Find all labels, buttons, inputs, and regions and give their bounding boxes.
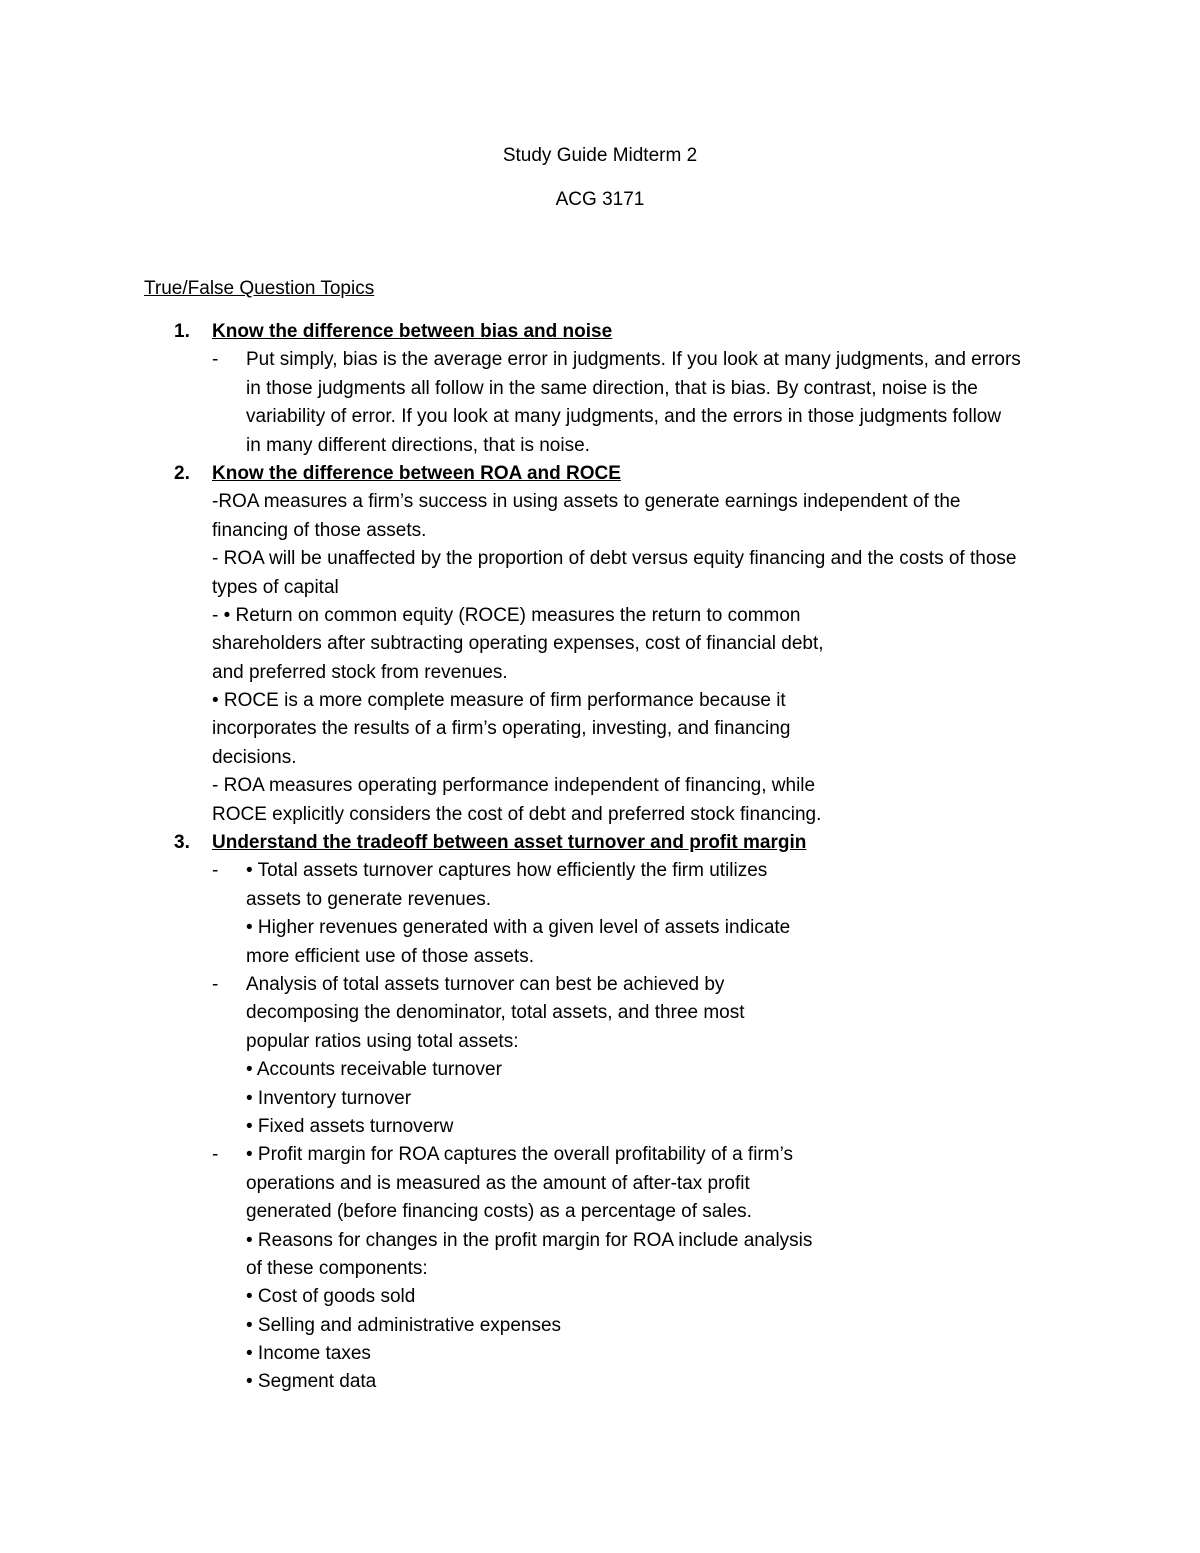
topic-heading: Understand the tradeoff between asset turnover and profit margin [212,832,807,854]
topic-text: in many different directions, that is noise. [246,434,590,456]
topic-line [0,801,1200,829]
topic-text: popular ratios using total assets: [246,1030,519,1052]
topic-text: • ROCE is a more complete measure of firm performance because it [212,690,786,712]
topic-line [0,517,1200,545]
course-code: ACG 3171 [555,189,645,210]
topic-line [0,375,1200,403]
topic-line [0,1056,1200,1084]
topic-line [0,886,1200,914]
topic-line [0,1227,1200,1255]
topic-line [0,1198,1200,1226]
topic-text: Put simply, bias is the average error in judgments. If you look at many judgments, and errors [246,349,1021,371]
topic-line [0,772,1200,800]
topic-line [0,1113,1200,1141]
topic-line [0,1085,1200,1113]
topic-line [0,630,1200,658]
topic-line [0,659,1200,687]
dash-marker: - [212,860,219,882]
topic-text: assets to generate revenues. [246,888,492,910]
topic-line [0,1255,1200,1283]
topic-line [0,1141,1200,1169]
topic-text: types of capital [212,576,339,598]
topic-text: • Profit margin for ROA captures the overall profitability of a firm’s [246,1144,793,1166]
topic-line [0,943,1200,971]
topic-text: • Income taxes [246,1343,371,1365]
topic-text: -ROA measures a firm’s success in using assets to generate earnings independent of the [212,491,961,513]
topic-line [0,432,1200,460]
topic-number: 3. [174,832,190,854]
topic-line [0,914,1200,942]
topic-number: 2. [174,462,190,484]
topic-text: • Segment data [246,1371,377,1393]
topic-text: - ROA will be unaffected by the proportion of debt versus equity financing and the costs of those [212,548,1017,570]
topic-line [0,403,1200,431]
topic-line [0,1368,1200,1396]
topic-text: generated (before financing costs) as a percentage of sales. [246,1201,752,1223]
topic-text: shareholders after subtracting operating expenses, cost of financial debt, [212,633,824,655]
topic-heading-row [0,829,1200,857]
topic-heading: Know the difference between bias and noise [212,321,613,342]
topic-text: incorporates the results of a firm’s operating, investing, and financing [212,718,791,740]
topic-heading: Know the difference between ROA and ROCE [212,462,621,484]
topic-text: decomposing the denominator, total assets, and three most [246,1002,745,1024]
topic-heading-row [0,318,1200,346]
topic-line [0,488,1200,516]
topic-text: and preferred stock from revenues. [212,661,508,683]
topic-text: financing of those assets. [212,519,427,541]
topic-line [0,999,1200,1027]
topic-line [0,545,1200,573]
topic-number: 1. [174,321,190,342]
topic-text: • Selling and administrative expenses [246,1314,562,1336]
topic-line [0,1170,1200,1198]
topic-text: ROCE explicitly considers the cost of debt and preferred stock financing. [212,803,822,825]
topic-text: • Higher revenues generated with a given level of assets indicate [246,917,791,939]
topic-text: in those judgments all follow in the same direction, that is bias. By contrast, noise is the [246,377,978,399]
topic-text: • Reasons for changes in the profit margin for ROA include analysis [246,1229,813,1251]
topic-line [0,1283,1200,1311]
topic-text: • Fixed assets turnoverw [246,1115,454,1137]
topic-text: • Total assets turnover captures how efficiently the firm utilizes [246,860,768,882]
topic-text: of these components: [246,1257,428,1279]
topic-line [0,574,1200,602]
document-title: Study Guide Midterm 2 [502,145,698,166]
topic-line [0,857,1200,885]
dash-marker: - [212,1144,219,1166]
topic-text: • Accounts receivable turnover [246,1059,502,1081]
topic-line [0,1028,1200,1056]
dash-marker: - [212,349,219,371]
topic-line [0,1312,1200,1340]
topic-line [0,687,1200,715]
topic-text: • Cost of goods sold [246,1286,416,1308]
topic-line [0,602,1200,630]
topic-text: Analysis of total assets turnover can best be achieved by [246,973,725,995]
topic-text: variability of error. If you look at many judgments, and the errors in those judgments follow [246,406,1002,428]
section-heading: True/False Question Topics [144,278,375,299]
topic-text: - • Return on common equity (ROCE) measures the return to common [212,604,801,626]
topic-text: • Inventory turnover [246,1087,412,1109]
topic-line [0,744,1200,772]
topic-text: operations and is measured as the amount of after-tax profit [246,1172,750,1194]
topic-line [0,346,1200,374]
topic-line [0,971,1200,999]
topic-text: decisions. [212,746,297,768]
topic-line [0,1340,1200,1368]
topic-heading-row [0,460,1200,488]
topic-text: - ROA measures operating performance independent of financing, while [212,775,816,797]
topic-list [0,318,1200,1397]
topic-text: more efficient use of those assets. [246,945,534,967]
dash-marker: - [212,973,219,995]
topic-line [0,715,1200,743]
